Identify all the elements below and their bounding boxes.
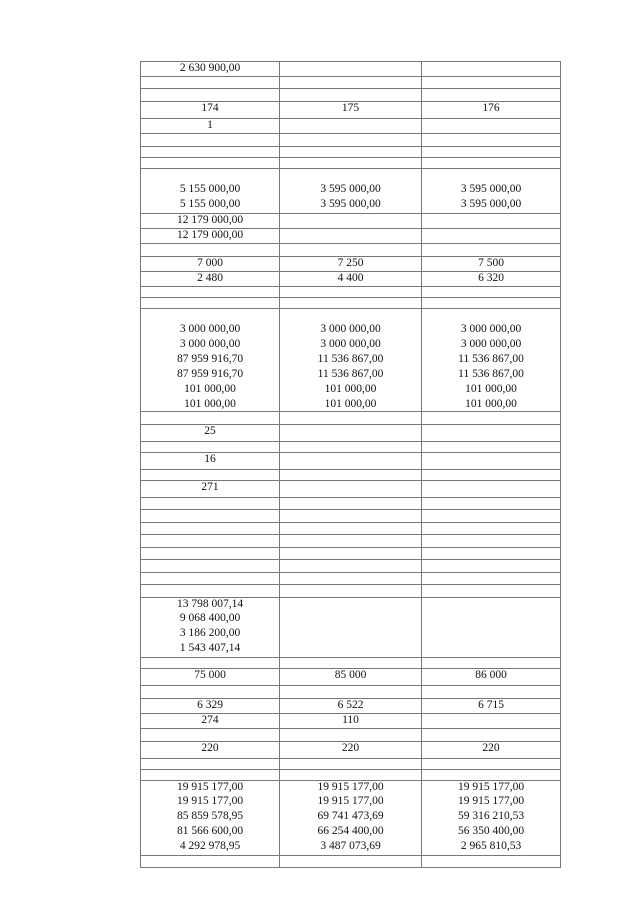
- table-row: [140, 572, 561, 584]
- table-cell: [421, 584, 561, 597]
- table-cell: [421, 597, 561, 612]
- table-cell: 66 254 400,00: [279, 825, 421, 840]
- table-row: [140, 323, 561, 338]
- table-row: [140, 522, 561, 534]
- table-cell: [279, 424, 421, 441]
- table-row: [140, 795, 561, 810]
- table-row: [140, 424, 561, 441]
- table-cell: [279, 769, 421, 780]
- table-row: [140, 668, 561, 685]
- table-cell: [421, 627, 561, 642]
- table-cell: 56 350 400,00: [421, 825, 561, 840]
- table-cell: 3 000 000,00: [421, 323, 561, 338]
- table-cell: 4 292 978,95: [140, 840, 279, 855]
- table-row: [140, 101, 561, 118]
- table-cell: [140, 534, 279, 547]
- table-row: [140, 642, 561, 657]
- table-cell: [279, 146, 421, 157]
- table-row: [140, 728, 561, 741]
- table-row: [140, 469, 561, 480]
- table-cell: [421, 213, 561, 228]
- table-cell: 101 000,00: [421, 398, 561, 411]
- table-cell: [279, 118, 421, 133]
- table-cell: 174: [140, 101, 279, 118]
- table-cell: [140, 509, 279, 522]
- table-row: [140, 297, 561, 308]
- table-cell: 6 522: [279, 698, 421, 713]
- table-row: [140, 480, 561, 497]
- table-cell: 4 400: [279, 271, 421, 286]
- table-cell: [140, 133, 279, 146]
- table-row: [140, 157, 561, 168]
- table-cell: [421, 308, 561, 323]
- table-cell: 3 595 000,00: [421, 183, 561, 198]
- table-cell: 220: [279, 741, 421, 758]
- table-cell: 85 859 578,95: [140, 810, 279, 825]
- table-cell: 3 000 000,00: [279, 338, 421, 353]
- table-row: [140, 308, 561, 323]
- table-row: [140, 441, 561, 452]
- table-cell: 11 536 867,00: [279, 368, 421, 383]
- table-cell: 19 915 177,00: [140, 780, 279, 795]
- table-cell: [279, 657, 421, 668]
- table-cell: [421, 497, 561, 509]
- table-cell: [279, 627, 421, 642]
- table-cell: 101 000,00: [421, 383, 561, 398]
- table-cell: [421, 522, 561, 534]
- table-cell: [279, 497, 421, 509]
- table-cell: [140, 497, 279, 509]
- table-cell: [279, 168, 421, 183]
- table-cell: [140, 297, 279, 308]
- table-row: [140, 810, 561, 825]
- table-cell: [140, 657, 279, 668]
- table-row: [140, 825, 561, 840]
- table-cell: [140, 769, 279, 780]
- table-cell: [279, 157, 421, 168]
- table-cell: [421, 411, 561, 424]
- table-cell: [279, 584, 421, 597]
- table-cell: [140, 411, 279, 424]
- table-cell: 2 965 810,53: [421, 840, 561, 855]
- table-cell: 12 179 000,00: [140, 228, 279, 243]
- table-cell: 176: [421, 101, 561, 118]
- table-cell: 220: [140, 741, 279, 758]
- table-cell: [421, 133, 561, 146]
- table-cell: 3 000 000,00: [140, 338, 279, 353]
- table-row: [140, 685, 561, 698]
- table-row: [140, 213, 561, 228]
- table-cell: [279, 728, 421, 741]
- table-cell: 12 179 000,00: [140, 213, 279, 228]
- table-cell: 7 500: [421, 256, 561, 271]
- table-cell: 3 595 000,00: [279, 183, 421, 198]
- table-cell: [421, 243, 561, 256]
- table-cell: [421, 572, 561, 584]
- table-row: [140, 698, 561, 713]
- table-row: [140, 146, 561, 157]
- table-cell: [279, 572, 421, 584]
- table-cell: [421, 88, 561, 101]
- table-row: [140, 452, 561, 469]
- table-cell: 274: [140, 713, 279, 728]
- table-cell: 3 595 000,00: [279, 198, 421, 213]
- table-row: [140, 559, 561, 572]
- table-cell: 13 798 007,14: [140, 597, 279, 612]
- table-row: [140, 271, 561, 286]
- table-cell: 2 480: [140, 271, 279, 286]
- table-cell: [279, 547, 421, 559]
- table-cell: [421, 509, 561, 522]
- table-cell: [279, 308, 421, 323]
- table-cell: [140, 547, 279, 559]
- table-cell: 3 595 000,00: [421, 198, 561, 213]
- table-row: [140, 612, 561, 627]
- table-cell: [279, 597, 421, 612]
- table-cell: 16: [140, 452, 279, 469]
- table-cell: 87 959 916,70: [140, 368, 279, 383]
- table-row: [140, 780, 561, 795]
- table-cell: [421, 559, 561, 572]
- table-cell: [421, 612, 561, 627]
- table-row: [140, 840, 561, 855]
- table-cell: 101 000,00: [140, 383, 279, 398]
- table-cell: 75 000: [140, 668, 279, 685]
- table-row: [140, 627, 561, 642]
- table-cell: [279, 411, 421, 424]
- table-cell: [421, 642, 561, 657]
- table-cell: 3 000 000,00: [279, 323, 421, 338]
- table-row: [140, 76, 561, 88]
- table-row: [140, 584, 561, 597]
- table-cell: [140, 559, 279, 572]
- table-cell: [279, 61, 421, 76]
- table-cell: 3 487 073,69: [279, 840, 421, 855]
- table-cell: [421, 76, 561, 88]
- table-cell: [421, 480, 561, 497]
- table-row: [140, 353, 561, 368]
- table-cell: [140, 685, 279, 698]
- table-cell: 101 000,00: [279, 398, 421, 411]
- table-cell: [279, 685, 421, 698]
- table-cell: 11 536 867,00: [421, 353, 561, 368]
- table-cell: [279, 228, 421, 243]
- table-row: [140, 368, 561, 383]
- table-cell: [421, 146, 561, 157]
- table-cell: [279, 243, 421, 256]
- table-cell: [421, 157, 561, 168]
- table-cell: [279, 480, 421, 497]
- table-cell: [279, 534, 421, 547]
- table-cell: [279, 76, 421, 88]
- table-row: [140, 758, 561, 769]
- table-cell: [421, 547, 561, 559]
- table-row: [140, 547, 561, 559]
- table-cell: 7 250: [279, 256, 421, 271]
- table-cell: [279, 452, 421, 469]
- table-cell: 87 959 916,70: [140, 353, 279, 368]
- table-row: [140, 411, 561, 424]
- table-cell: 3 186 200,00: [140, 627, 279, 642]
- table-cell: 5 155 000,00: [140, 198, 279, 213]
- table-cell: [279, 642, 421, 657]
- table-cell: 7 000: [140, 256, 279, 271]
- table-cell: 11 536 867,00: [421, 368, 561, 383]
- table-cell: [140, 308, 279, 323]
- table-cell: [279, 88, 421, 101]
- table-cell: [140, 855, 279, 868]
- table-cell: [140, 88, 279, 101]
- table-cell: [279, 286, 421, 297]
- table-cell: 1: [140, 118, 279, 133]
- table-cell: [140, 146, 279, 157]
- table-cell: 3 000 000,00: [140, 323, 279, 338]
- table-cell: 6 715: [421, 698, 561, 713]
- table-cell: [140, 572, 279, 584]
- table-cell: [140, 157, 279, 168]
- table-cell: [421, 228, 561, 243]
- table-cell: [140, 243, 279, 256]
- table-row: [140, 243, 561, 256]
- table-cell: [279, 509, 421, 522]
- table-cell: [279, 559, 421, 572]
- table-cell: 271: [140, 480, 279, 497]
- table-cell: [279, 855, 421, 868]
- table-cell: 5 155 000,00: [140, 183, 279, 198]
- table-row: [140, 855, 561, 868]
- table-cell: 9 068 400,00: [140, 612, 279, 627]
- table-cell: 101 000,00: [279, 383, 421, 398]
- table-cell: 175: [279, 101, 421, 118]
- table-cell: [421, 297, 561, 308]
- table-row: [140, 383, 561, 398]
- table-row: [140, 286, 561, 297]
- table-row: [140, 228, 561, 243]
- table-cell: [140, 584, 279, 597]
- table-cell: 81 566 600,00: [140, 825, 279, 840]
- table-cell: 59 316 210,53: [421, 810, 561, 825]
- table-row: [140, 183, 561, 198]
- table-cell: 2 630 900,00: [140, 61, 279, 76]
- data-table: [140, 61, 561, 868]
- table-cell: [279, 469, 421, 480]
- table-cell: [421, 469, 561, 480]
- table-cell: [140, 522, 279, 534]
- table-cell: [421, 685, 561, 698]
- table-cell: 19 915 177,00: [421, 780, 561, 795]
- table-row: [140, 338, 561, 353]
- table-row: [140, 657, 561, 668]
- table-cell: 25: [140, 424, 279, 441]
- table-cell: [140, 441, 279, 452]
- table-row: [140, 713, 561, 728]
- table-row: [140, 133, 561, 146]
- table-row: [140, 497, 561, 509]
- table-cell: 85 000: [279, 668, 421, 685]
- table-cell: 101 000,00: [140, 398, 279, 411]
- table-row: [140, 198, 561, 213]
- table-cell: 110: [279, 713, 421, 728]
- table-cell: 19 915 177,00: [279, 780, 421, 795]
- table-cell: [421, 452, 561, 469]
- table-row: [140, 168, 561, 183]
- table-cell: 6 329: [140, 698, 279, 713]
- table-cell: 69 741 473,69: [279, 810, 421, 825]
- table-cell: [140, 758, 279, 769]
- table-cell: [279, 133, 421, 146]
- table-cell: [421, 441, 561, 452]
- table-cell: [421, 758, 561, 769]
- table-cell: [279, 522, 421, 534]
- table-cell: 19 915 177,00: [421, 795, 561, 810]
- table-cell: [421, 118, 561, 133]
- table-cell: 86 000: [421, 668, 561, 685]
- table-cell: [140, 168, 279, 183]
- table-cell: [421, 657, 561, 668]
- table-cell: [421, 534, 561, 547]
- table-cell: [279, 758, 421, 769]
- table-cell: [140, 728, 279, 741]
- table-cell: 19 915 177,00: [279, 795, 421, 810]
- table-row: [140, 61, 561, 76]
- table-row: [140, 88, 561, 101]
- table-cell: [421, 61, 561, 76]
- table-row: [140, 118, 561, 133]
- table-cell: [279, 213, 421, 228]
- table-cell: [279, 441, 421, 452]
- table-row: [140, 509, 561, 522]
- table-cell: 6 320: [421, 271, 561, 286]
- table-row: [140, 769, 561, 780]
- table-cell: [421, 286, 561, 297]
- table-row: [140, 534, 561, 547]
- table-cell: [140, 76, 279, 88]
- table-cell: [421, 728, 561, 741]
- table-row: [140, 741, 561, 758]
- table-cell: [421, 713, 561, 728]
- table-cell: [421, 855, 561, 868]
- table-row: [140, 256, 561, 271]
- table-cell: 11 536 867,00: [279, 353, 421, 368]
- table-cell: 19 915 177,00: [140, 795, 279, 810]
- table-cell: 3 000 000,00: [421, 338, 561, 353]
- table-cell: [421, 769, 561, 780]
- table-cell: [279, 297, 421, 308]
- table-cell: [140, 469, 279, 480]
- table-cell: [421, 424, 561, 441]
- table-cell: [421, 168, 561, 183]
- table-cell: [279, 612, 421, 627]
- table-cell: 1 543 407,14: [140, 642, 279, 657]
- table-row: [140, 597, 561, 612]
- table-cell: 220: [421, 741, 561, 758]
- table-row: [140, 398, 561, 411]
- table-cell: [140, 286, 279, 297]
